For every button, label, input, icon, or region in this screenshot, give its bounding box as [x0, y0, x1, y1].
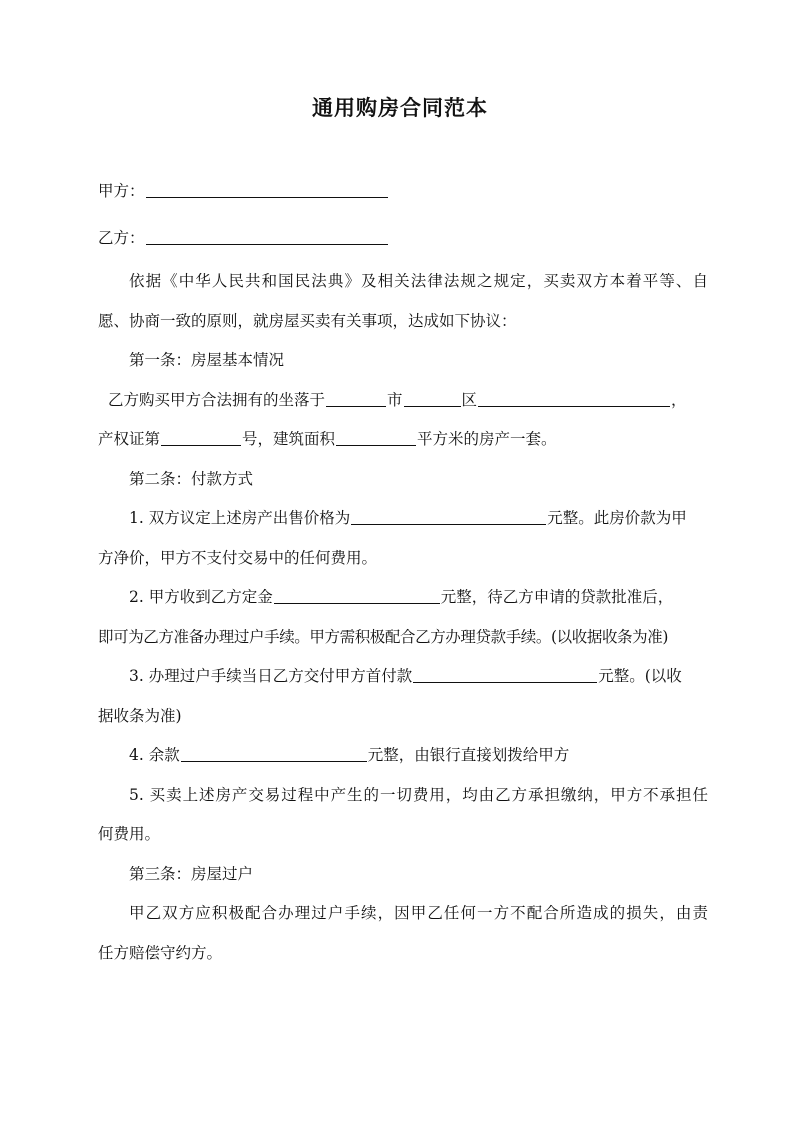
article-2-heading: 第二条：付款方式 [129, 469, 254, 488]
party-b-blank [146, 225, 388, 245]
payment-1-line-2: 方净价，甲方不支付交易中的任何费用。 [98, 548, 378, 567]
deposit-blank [274, 584, 440, 604]
article-1-line-2 [98, 420, 708, 460]
party-a-blank [146, 178, 388, 198]
party-a-label: 甲方： [98, 182, 145, 200]
payment-2-text-a: 2. 甲方收到乙方定金 [129, 588, 273, 606]
certificate-number-blank [161, 426, 241, 446]
article-3-line-1: 甲乙双方应积极配合办理过户手续，因甲乙任何一方不配合所造成的损失，由责 [129, 904, 708, 922]
payment-1-line-1 [98, 499, 708, 539]
address-blank [478, 387, 670, 407]
art1-text-g: 平方米的房产一套。 [417, 430, 557, 448]
payment-4-text-a: 4. 余款 [129, 746, 180, 764]
payment-1-text-a: 1. 双方议定上述房产出售价格为 [129, 509, 351, 527]
payment-3-text-b: 元整。(以收 [598, 667, 682, 685]
intro-line-1: 依据《中华人民共和国民法典》及相关法律法规之规定，买卖双方本着平等、自 [129, 272, 708, 290]
intro-line-2: 愿、协商一致的原则，就房屋买卖有关事项，达成如下协议： [98, 311, 517, 330]
article-1-heading: 第一条：房屋基本情况 [129, 351, 285, 369]
document-title: 通用购房合同范本 [312, 95, 488, 120]
article-3-heading: 第三条：房屋过户 [129, 864, 254, 883]
payment-1-text-b: 元整。此房价款为甲 [547, 509, 687, 527]
party-b-line [98, 219, 708, 259]
art1-text-f: 号，建筑面积 [242, 430, 336, 448]
party-b-label: 乙方： [98, 228, 145, 247]
art1-text-e: 产权证第 [98, 430, 161, 448]
payment-4-text-b: 元整，由银行直接划拨给甲方 [367, 746, 570, 764]
art1-text-b: 市 [387, 390, 403, 409]
payment-4-line [98, 736, 708, 776]
payment-3-line-1 [98, 657, 708, 697]
payment-5-line-1: 5. 买卖上述房产交易过程中产生的一切费用，均由乙方承担缴纳，甲方不承担任 [129, 785, 708, 804]
payment-2-line-2: 即可为乙方准备办理过户手续。甲方需积极配合乙方办理贷款手续。(以收据收条为准) [98, 627, 668, 646]
price-blank [351, 505, 546, 525]
party-a-line [98, 172, 708, 212]
area-blank [336, 426, 416, 446]
down-payment-blank [413, 663, 597, 683]
contract-body [98, 172, 708, 973]
art1-text-c: 区 [461, 390, 478, 409]
article-1-line-1 [98, 381, 708, 421]
article-3-line-2: 任方赔偿守约方。 [98, 943, 223, 962]
district-blank [404, 387, 461, 407]
payment-2-text-b: 元整，待乙方申请的贷款批准后， [440, 588, 674, 606]
art1-text-d: ， [671, 390, 687, 409]
art1-text-a: 乙方购买甲方合法拥有的坐落于 [108, 390, 326, 409]
payment-3-text-a: 3. 办理过户手续当日乙方交付甲方首付款 [129, 667, 413, 685]
payment-3-line-2: 据收条为准) [98, 706, 182, 725]
payment-2-line-1 [98, 578, 708, 618]
balance-blank [181, 742, 367, 762]
city-blank [326, 387, 386, 407]
payment-5-line-2: 何费用。 [98, 825, 161, 843]
